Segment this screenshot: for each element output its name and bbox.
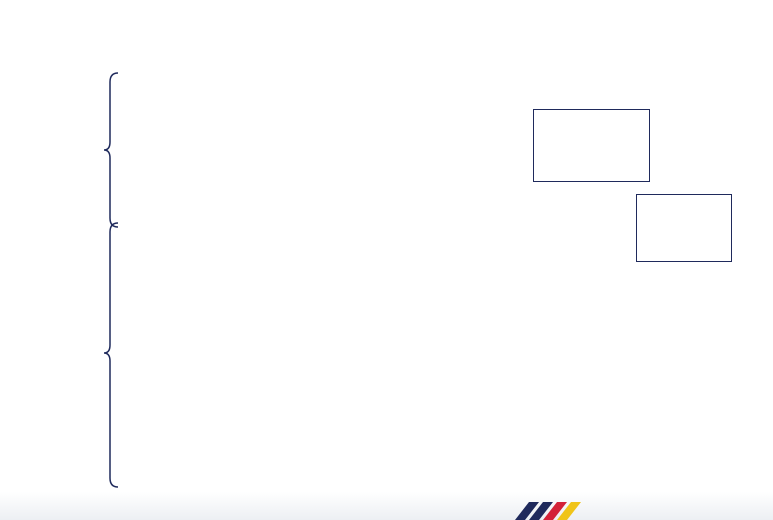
side-label-top	[30, 68, 74, 228]
brand-logo-icon	[505, 500, 605, 520]
top-bracket	[100, 70, 130, 230]
side-label-bottom	[25, 261, 55, 441]
callout-collective	[636, 194, 732, 262]
footer-band	[0, 492, 773, 520]
bottom-bracket	[100, 220, 130, 490]
callout-position	[533, 109, 650, 182]
